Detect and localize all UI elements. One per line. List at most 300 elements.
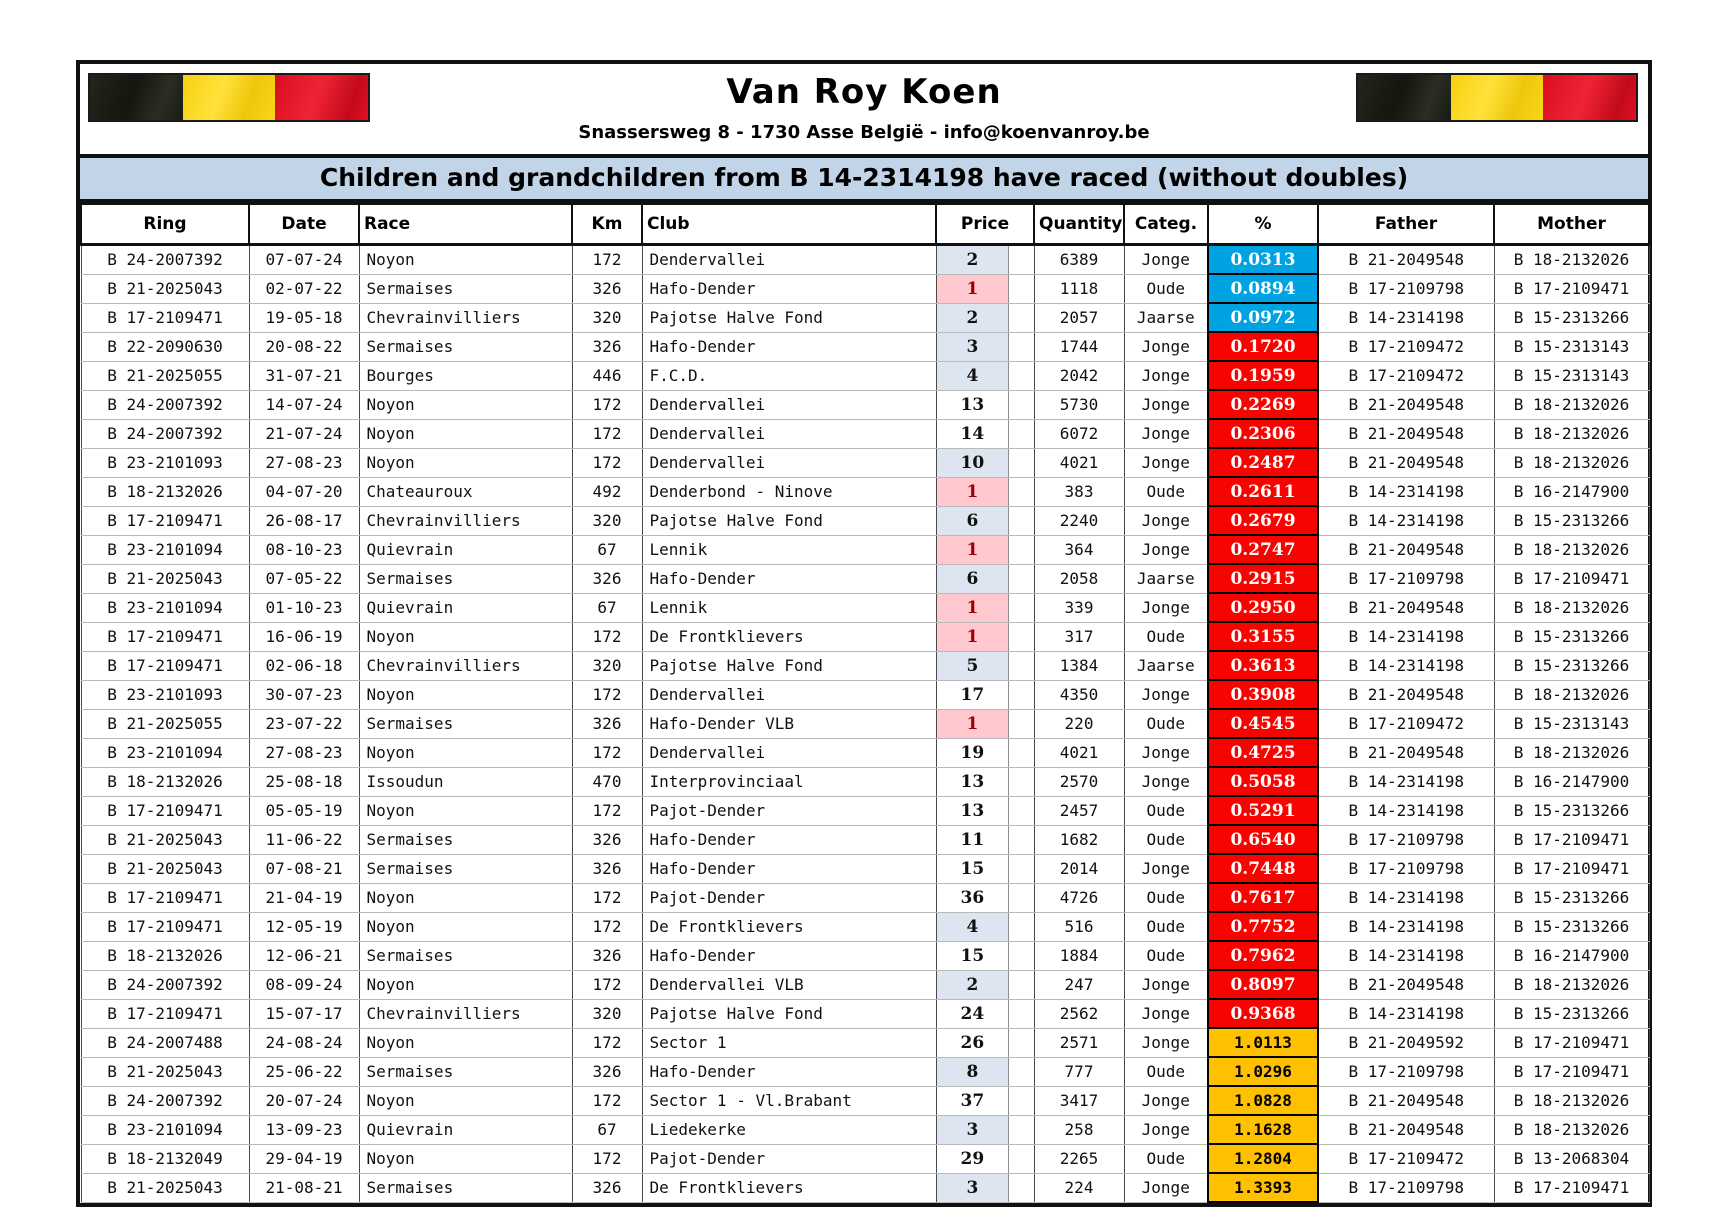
price-spacer xyxy=(1009,652,1033,680)
mother-cell: B 16-2147900 xyxy=(1494,941,1649,970)
categ-cell: Jonge xyxy=(1124,535,1208,564)
price-wrap xyxy=(937,246,1034,274)
club-cell: Pajot-Dender xyxy=(642,1144,936,1173)
price-cell xyxy=(936,970,1034,999)
col-header-quantity: Quantity xyxy=(1034,204,1124,245)
club-cell: Sector 1 xyxy=(642,1028,936,1057)
price-spacer xyxy=(1009,1000,1033,1028)
price-wrap xyxy=(937,681,1034,709)
categ-cell: Jonge xyxy=(1124,332,1208,361)
quantity-cell: 364 xyxy=(1034,535,1124,564)
price-wrap xyxy=(937,1145,1034,1173)
quantity-cell: 2042 xyxy=(1034,361,1124,390)
categ-cell: Jonge xyxy=(1124,1115,1208,1144)
pct-cell: 0.2679 xyxy=(1208,506,1318,535)
club-cell: Pajotse Halve Fond xyxy=(642,999,936,1028)
mother-cell: B 18-2132026 xyxy=(1494,390,1649,419)
price-value: 4 xyxy=(937,913,1010,941)
ring-cell: B 23-2101094 xyxy=(81,535,249,564)
pct-cell: 0.0894 xyxy=(1208,274,1318,303)
price-value: 13 xyxy=(937,768,1010,796)
km-cell: 326 xyxy=(572,709,642,738)
categ-cell: Jonge xyxy=(1124,361,1208,390)
pct-cell: 1.1628 xyxy=(1208,1115,1318,1144)
table-row xyxy=(81,738,1649,767)
race-cell: Noyon xyxy=(359,883,572,912)
km-cell: 172 xyxy=(572,245,642,275)
price-cell xyxy=(936,477,1034,506)
quantity-cell: 6072 xyxy=(1034,419,1124,448)
mother-cell: B 16-2147900 xyxy=(1494,767,1649,796)
quantity-cell: 5730 xyxy=(1034,390,1124,419)
km-cell: 172 xyxy=(572,1086,642,1115)
km-cell: 326 xyxy=(572,941,642,970)
price-cell xyxy=(936,390,1034,419)
pct-cell: 0.8097 xyxy=(1208,970,1318,999)
table-row xyxy=(81,245,1649,275)
mother-cell: B 17-2109471 xyxy=(1494,1173,1649,1202)
date-cell: 12-05-19 xyxy=(249,912,359,941)
price-spacer xyxy=(1009,507,1033,535)
col-header-race: Race xyxy=(359,204,572,245)
km-cell: 172 xyxy=(572,970,642,999)
price-wrap xyxy=(937,768,1034,796)
table-row xyxy=(81,767,1649,796)
ring-cell: B 24-2007392 xyxy=(81,970,249,999)
table-row xyxy=(81,999,1649,1028)
race-cell: Noyon xyxy=(359,796,572,825)
pct-cell: 1.0828 xyxy=(1208,1086,1318,1115)
race-cell: Noyon xyxy=(359,738,572,767)
flag-stripe-yellow xyxy=(1451,75,1544,120)
price-wrap xyxy=(937,594,1034,622)
race-cell: Chateauroux xyxy=(359,477,572,506)
mother-cell: B 18-2132026 xyxy=(1494,1115,1649,1144)
table-row xyxy=(81,1057,1649,1086)
father-cell: B 17-2109798 xyxy=(1318,854,1494,883)
km-cell: 172 xyxy=(572,1028,642,1057)
club-cell: Pajotse Halve Fond xyxy=(642,303,936,332)
price-value: 13 xyxy=(937,797,1010,825)
father-cell: B 17-2109472 xyxy=(1318,709,1494,738)
price-value: 1 xyxy=(937,623,1010,651)
quantity-cell: 2240 xyxy=(1034,506,1124,535)
pct-cell: 0.7448 xyxy=(1208,854,1318,883)
pct-cell: 0.7752 xyxy=(1208,912,1318,941)
mother-cell: B 18-2132026 xyxy=(1494,680,1649,709)
price-value: 1 xyxy=(937,275,1010,303)
col-header-price: Price xyxy=(936,204,1034,245)
price-spacer xyxy=(1009,971,1033,999)
club-cell: Hafo-Dender xyxy=(642,274,936,303)
categ-cell: Jonge xyxy=(1124,419,1208,448)
quantity-cell: 2457 xyxy=(1034,796,1124,825)
date-cell: 26-08-17 xyxy=(249,506,359,535)
price-wrap xyxy=(937,1087,1034,1115)
club-cell: Hafo-Dender xyxy=(642,1057,936,1086)
club-cell: Interprovinciaal xyxy=(642,767,936,796)
race-cell: Noyon xyxy=(359,419,572,448)
mother-cell: B 17-2109471 xyxy=(1494,274,1649,303)
race-cell: Noyon xyxy=(359,245,572,275)
date-cell: 08-09-24 xyxy=(249,970,359,999)
date-cell: 16-06-19 xyxy=(249,622,359,651)
price-spacer xyxy=(1009,275,1033,303)
date-cell: 21-07-24 xyxy=(249,419,359,448)
price-cell xyxy=(936,912,1034,941)
table-row xyxy=(81,651,1649,680)
race-cell: Sermaises xyxy=(359,854,572,883)
father-cell: B 14-2314198 xyxy=(1318,941,1494,970)
price-cell xyxy=(936,738,1034,767)
price-spacer xyxy=(1009,710,1033,738)
father-cell: B 14-2314198 xyxy=(1318,477,1494,506)
race-cell: Chevrainvilliers xyxy=(359,651,572,680)
price-wrap xyxy=(937,884,1034,912)
price-spacer xyxy=(1009,246,1033,274)
club-cell: De Frontklievers xyxy=(642,1173,936,1202)
father-cell: B 21-2049548 xyxy=(1318,1115,1494,1144)
quantity-cell: 777 xyxy=(1034,1057,1124,1086)
pct-cell: 0.3908 xyxy=(1208,680,1318,709)
ring-cell: B 24-2007392 xyxy=(81,419,249,448)
table-row xyxy=(81,274,1649,303)
km-cell: 172 xyxy=(572,622,642,651)
price-value: 15 xyxy=(937,855,1010,883)
date-cell: 04-07-20 xyxy=(249,477,359,506)
quantity-cell: 247 xyxy=(1034,970,1124,999)
father-cell: B 14-2314198 xyxy=(1318,796,1494,825)
race-cell: Issoudun xyxy=(359,767,572,796)
ring-cell: B 23-2101094 xyxy=(81,738,249,767)
km-cell: 326 xyxy=(572,564,642,593)
race-cell: Noyon xyxy=(359,1028,572,1057)
price-wrap xyxy=(937,420,1034,448)
price-cell xyxy=(936,303,1034,332)
mother-cell: B 15-2313266 xyxy=(1494,303,1649,332)
father-cell: B 21-2049548 xyxy=(1318,680,1494,709)
price-wrap xyxy=(937,797,1034,825)
ring-cell: B 21-2025043 xyxy=(81,854,249,883)
categ-cell: Jonge xyxy=(1124,390,1208,419)
date-cell: 14-07-24 xyxy=(249,390,359,419)
ring-cell: B 17-2109471 xyxy=(81,912,249,941)
price-spacer xyxy=(1009,565,1033,593)
km-cell: 67 xyxy=(572,535,642,564)
belgian-flag-right xyxy=(1356,73,1638,122)
pct-cell: 0.2611 xyxy=(1208,477,1318,506)
quantity-cell: 1682 xyxy=(1034,825,1124,854)
father-cell: B 21-2049548 xyxy=(1318,593,1494,622)
mother-cell: B 17-2109471 xyxy=(1494,825,1649,854)
quantity-cell: 1118 xyxy=(1034,274,1124,303)
table-row xyxy=(81,535,1649,564)
price-value: 1 xyxy=(937,478,1010,506)
categ-cell: Oude xyxy=(1124,941,1208,970)
date-cell: 25-08-18 xyxy=(249,767,359,796)
price-wrap xyxy=(937,1116,1034,1144)
father-cell: B 17-2109798 xyxy=(1318,564,1494,593)
km-cell: 172 xyxy=(572,1144,642,1173)
father-cell: B 21-2049548 xyxy=(1318,1086,1494,1115)
date-cell: 07-08-21 xyxy=(249,854,359,883)
price-spacer xyxy=(1009,1174,1033,1202)
table-row xyxy=(81,622,1649,651)
categ-cell: Jonge xyxy=(1124,680,1208,709)
price-value: 2 xyxy=(937,304,1010,332)
father-cell: B 17-2109472 xyxy=(1318,332,1494,361)
km-cell: 320 xyxy=(572,999,642,1028)
father-cell: B 14-2314198 xyxy=(1318,999,1494,1028)
price-cell xyxy=(936,999,1034,1028)
quantity-cell: 2265 xyxy=(1034,1144,1124,1173)
race-cell: Sermaises xyxy=(359,274,572,303)
price-spacer xyxy=(1009,362,1033,390)
categ-cell: Oude xyxy=(1124,477,1208,506)
date-cell: 30-07-23 xyxy=(249,680,359,709)
club-cell: Hafo-Dender xyxy=(642,332,936,361)
race-cell: Sermaises xyxy=(359,1173,572,1202)
price-cell xyxy=(936,274,1034,303)
price-value: 36 xyxy=(937,884,1010,912)
club-cell: Dendervallei xyxy=(642,419,936,448)
club-cell: Pajotse Halve Fond xyxy=(642,651,936,680)
club-cell: Dendervallei VLB xyxy=(642,970,936,999)
date-cell: 27-08-23 xyxy=(249,448,359,477)
price-cell xyxy=(936,448,1034,477)
price-cell xyxy=(936,1173,1034,1202)
price-cell xyxy=(936,1028,1034,1057)
col-header-categ: Categ. xyxy=(1124,204,1208,245)
ring-cell: B 17-2109471 xyxy=(81,883,249,912)
price-value: 6 xyxy=(937,565,1010,593)
price-value: 1 xyxy=(937,594,1010,622)
date-cell: 07-05-22 xyxy=(249,564,359,593)
categ-cell: Oude xyxy=(1124,796,1208,825)
price-wrap xyxy=(937,362,1034,390)
price-wrap xyxy=(937,507,1034,535)
price-spacer xyxy=(1009,536,1033,564)
pct-cell: 0.1959 xyxy=(1208,361,1318,390)
race-cell: Noyon xyxy=(359,1144,572,1173)
price-wrap xyxy=(937,855,1034,883)
categ-cell: Jonge xyxy=(1124,970,1208,999)
father-cell: B 17-2109798 xyxy=(1318,274,1494,303)
mother-cell: B 15-2313143 xyxy=(1494,332,1649,361)
categ-cell: Oude xyxy=(1124,274,1208,303)
club-cell: Pajot-Dender xyxy=(642,796,936,825)
km-cell: 172 xyxy=(572,883,642,912)
price-wrap xyxy=(937,478,1034,506)
table-row xyxy=(81,854,1649,883)
quantity-cell: 3417 xyxy=(1034,1086,1124,1115)
categ-cell: Jonge xyxy=(1124,1028,1208,1057)
categ-cell: Oude xyxy=(1124,622,1208,651)
pct-cell: 1.0296 xyxy=(1208,1057,1318,1086)
price-value: 3 xyxy=(937,333,1010,361)
date-cell: 08-10-23 xyxy=(249,535,359,564)
date-cell: 02-07-22 xyxy=(249,274,359,303)
categ-cell: Jonge xyxy=(1124,767,1208,796)
km-cell: 172 xyxy=(572,912,642,941)
ring-cell: B 22-2090630 xyxy=(81,332,249,361)
race-cell: Sermaises xyxy=(359,1057,572,1086)
price-spacer xyxy=(1009,913,1033,941)
price-value: 4 xyxy=(937,362,1010,390)
quantity-cell: 220 xyxy=(1034,709,1124,738)
date-cell: 27-08-23 xyxy=(249,738,359,767)
price-cell xyxy=(936,796,1034,825)
price-cell xyxy=(936,361,1034,390)
price-value: 1 xyxy=(937,710,1010,738)
quantity-cell: 2570 xyxy=(1034,767,1124,796)
price-value: 14 xyxy=(937,420,1010,448)
table-row xyxy=(81,709,1649,738)
price-spacer xyxy=(1009,942,1033,970)
price-value: 26 xyxy=(937,1029,1010,1057)
mother-cell: B 15-2313143 xyxy=(1494,709,1649,738)
price-spacer xyxy=(1009,304,1033,332)
categ-cell: Jaarse xyxy=(1124,651,1208,680)
mother-cell: B 15-2313143 xyxy=(1494,361,1649,390)
masthead xyxy=(80,64,1648,154)
date-cell: 20-07-24 xyxy=(249,1086,359,1115)
race-cell: Sermaises xyxy=(359,332,572,361)
table-row xyxy=(81,419,1649,448)
km-cell: 446 xyxy=(572,361,642,390)
table-row xyxy=(81,1028,1649,1057)
father-cell: B 14-2314198 xyxy=(1318,506,1494,535)
categ-cell: Oude xyxy=(1124,912,1208,941)
ring-cell: B 21-2025055 xyxy=(81,709,249,738)
header-row xyxy=(81,204,1649,245)
categ-cell: Jonge xyxy=(1124,738,1208,767)
race-cell: Noyon xyxy=(359,622,572,651)
table-row xyxy=(81,390,1649,419)
pct-cell: 1.2804 xyxy=(1208,1144,1318,1173)
price-value: 10 xyxy=(937,449,1010,477)
table-row xyxy=(81,332,1649,361)
km-cell: 326 xyxy=(572,274,642,303)
km-cell: 172 xyxy=(572,796,642,825)
mother-cell: B 15-2313266 xyxy=(1494,912,1649,941)
col-header-km: Km xyxy=(572,204,642,245)
categ-cell: Oude xyxy=(1124,883,1208,912)
race-cell: Bourges xyxy=(359,361,572,390)
table-row xyxy=(81,303,1649,332)
km-cell: 320 xyxy=(572,651,642,680)
quantity-cell: 2562 xyxy=(1034,999,1124,1028)
price-cell xyxy=(936,1086,1034,1115)
mother-cell: B 17-2109471 xyxy=(1494,1057,1649,1086)
pct-cell: 0.2950 xyxy=(1208,593,1318,622)
categ-cell: Jonge xyxy=(1124,999,1208,1028)
price-value: 8 xyxy=(937,1058,1010,1086)
table-row xyxy=(81,970,1649,999)
ring-cell: B 24-2007392 xyxy=(81,245,249,275)
price-wrap xyxy=(937,1000,1034,1028)
price-wrap xyxy=(937,1029,1034,1057)
date-cell: 29-04-19 xyxy=(249,1144,359,1173)
ring-cell: B 17-2109471 xyxy=(81,506,249,535)
quantity-cell: 2014 xyxy=(1034,854,1124,883)
date-cell: 20-08-22 xyxy=(249,332,359,361)
quantity-cell: 383 xyxy=(1034,477,1124,506)
race-cell: Noyon xyxy=(359,912,572,941)
price-value: 1 xyxy=(937,536,1010,564)
pct-cell: 0.6540 xyxy=(1208,825,1318,854)
father-cell: B 21-2049548 xyxy=(1318,390,1494,419)
results-table xyxy=(80,203,1650,1203)
date-cell: 23-07-22 xyxy=(249,709,359,738)
mother-cell: B 13-2068304 xyxy=(1494,1144,1649,1173)
report-sheet xyxy=(76,60,1652,1207)
price-wrap xyxy=(937,623,1034,651)
mother-cell: B 18-2132026 xyxy=(1494,535,1649,564)
mother-cell: B 15-2313266 xyxy=(1494,506,1649,535)
quantity-cell: 1744 xyxy=(1034,332,1124,361)
price-cell xyxy=(936,825,1034,854)
quantity-cell: 2057 xyxy=(1034,303,1124,332)
price-wrap xyxy=(937,739,1034,767)
price-wrap xyxy=(937,710,1034,738)
date-cell: 19-05-18 xyxy=(249,303,359,332)
race-cell: Sermaises xyxy=(359,941,572,970)
date-cell: 05-05-19 xyxy=(249,796,359,825)
quantity-cell: 258 xyxy=(1034,1115,1124,1144)
date-cell: 25-06-22 xyxy=(249,1057,359,1086)
club-cell: Hafo-Dender xyxy=(642,854,936,883)
price-cell xyxy=(936,854,1034,883)
ring-cell: B 17-2109471 xyxy=(81,303,249,332)
race-cell: Noyon xyxy=(359,390,572,419)
mother-cell: B 18-2132026 xyxy=(1494,970,1649,999)
price-spacer xyxy=(1009,855,1033,883)
father-cell: B 21-2049548 xyxy=(1318,535,1494,564)
club-cell: Lennik xyxy=(642,535,936,564)
mother-cell: B 17-2109471 xyxy=(1494,854,1649,883)
price-value: 15 xyxy=(937,942,1010,970)
km-cell: 172 xyxy=(572,680,642,709)
price-wrap xyxy=(937,942,1034,970)
race-cell: Quievrain xyxy=(359,593,572,622)
father-cell: B 21-2049548 xyxy=(1318,970,1494,999)
categ-cell: Oude xyxy=(1124,1144,1208,1173)
quantity-cell: 4021 xyxy=(1034,448,1124,477)
race-cell: Quievrain xyxy=(359,1115,572,1144)
pct-cell: 1.3393 xyxy=(1208,1173,1318,1202)
price-wrap xyxy=(937,565,1034,593)
mother-cell: B 17-2109471 xyxy=(1494,564,1649,593)
price-wrap xyxy=(937,913,1034,941)
price-cell xyxy=(936,506,1034,535)
father-cell: B 17-2109472 xyxy=(1318,361,1494,390)
father-cell: B 21-2049548 xyxy=(1318,245,1494,275)
table-row xyxy=(81,477,1649,506)
price-spacer xyxy=(1009,826,1033,854)
price-cell xyxy=(936,245,1034,275)
ring-cell: B 24-2007392 xyxy=(81,1086,249,1115)
price-wrap xyxy=(937,652,1034,680)
price-spacer xyxy=(1009,1029,1033,1057)
categ-cell: Jonge xyxy=(1124,506,1208,535)
ring-cell: B 18-2132026 xyxy=(81,767,249,796)
ring-cell: B 21-2025043 xyxy=(81,1173,249,1202)
race-cell: Noyon xyxy=(359,680,572,709)
club-cell: Dendervallei xyxy=(642,738,936,767)
categ-cell: Jonge xyxy=(1124,593,1208,622)
club-cell: Dendervallei xyxy=(642,390,936,419)
